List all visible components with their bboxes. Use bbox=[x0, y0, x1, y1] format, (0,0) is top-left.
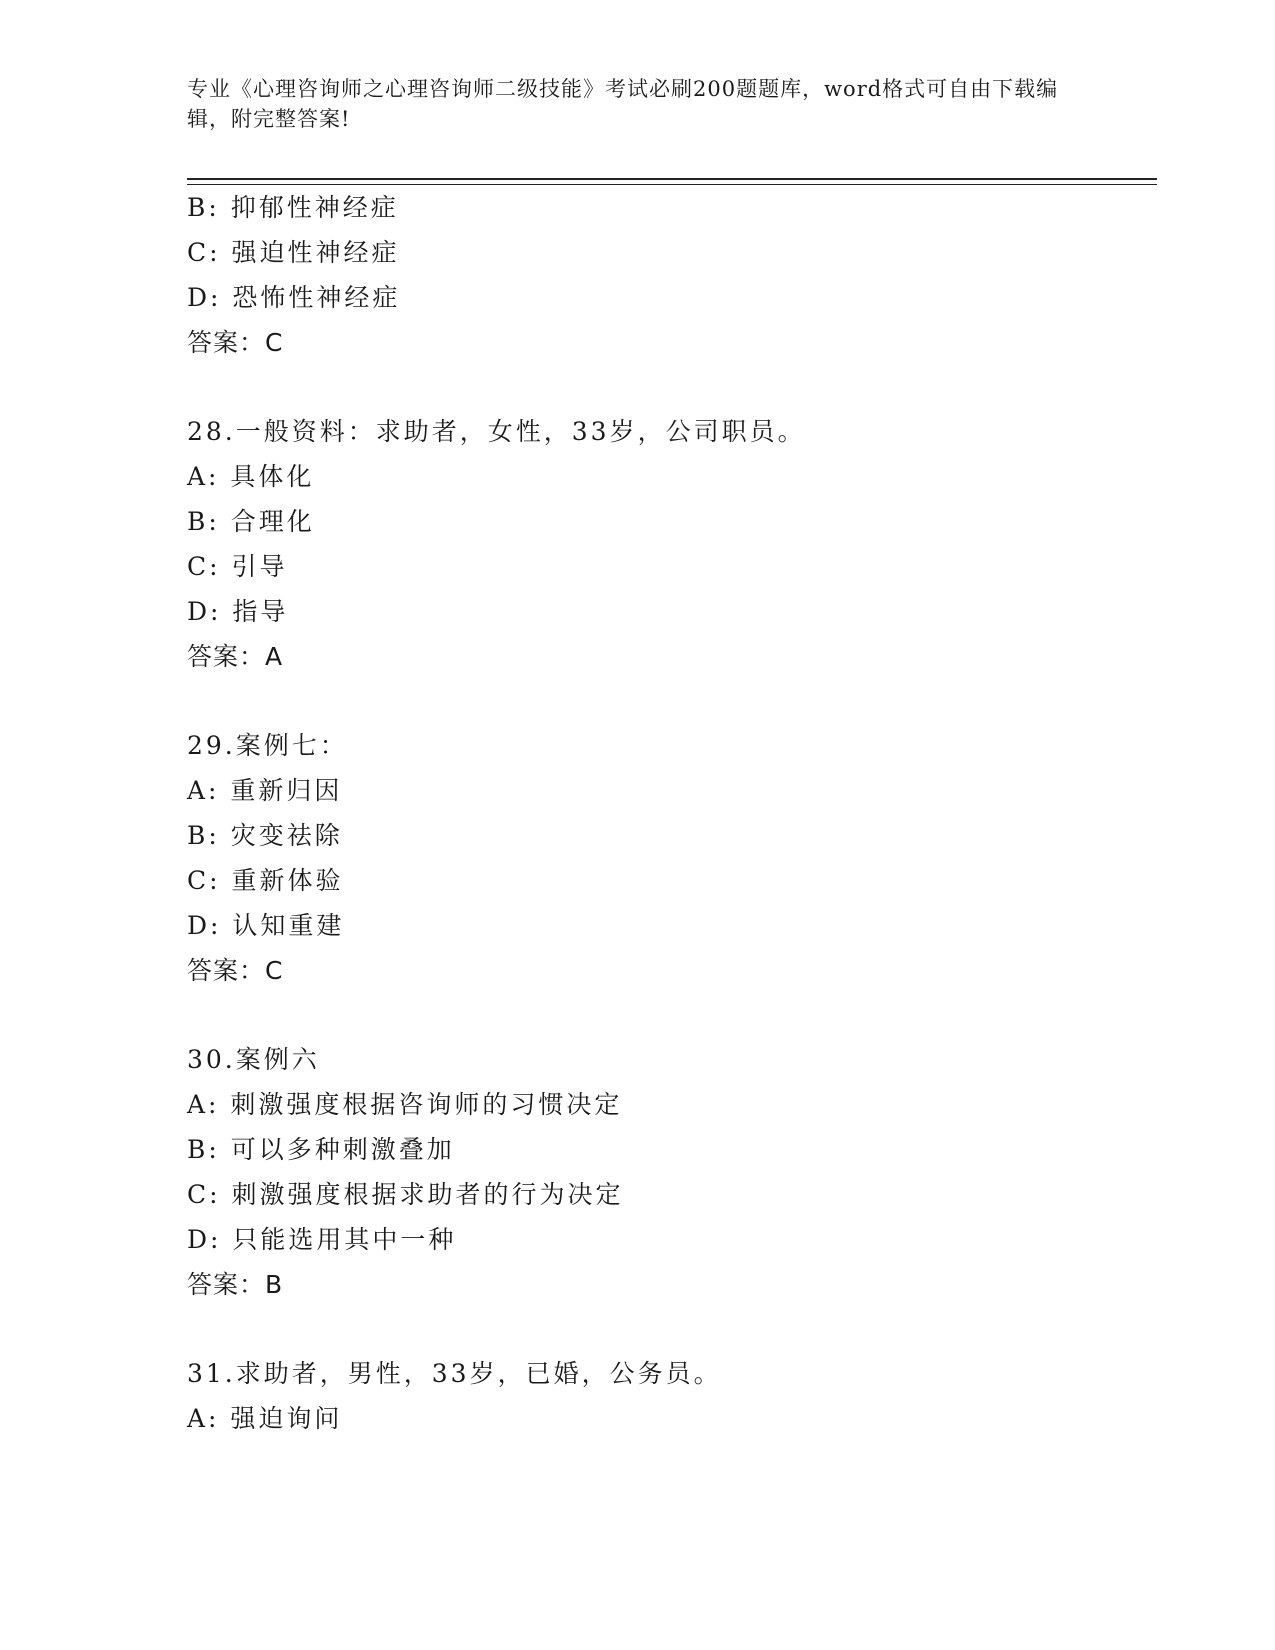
q28-option-c: C: 引导 bbox=[187, 552, 288, 581]
header-rule-thick bbox=[187, 178, 1157, 180]
q31-option-a: A: 强迫询问 bbox=[187, 1404, 343, 1433]
q31-stem: 31.求助者，男性，33岁，已婚，公务员。 bbox=[187, 1359, 722, 1388]
q28-option-b: B: 合理化 bbox=[187, 507, 315, 536]
q29-option-b: B: 灾变祛除 bbox=[187, 821, 343, 850]
q29-answer: 答案：C bbox=[187, 956, 284, 985]
q27-option-b: B: 抑郁性神经症 bbox=[187, 193, 399, 222]
q29-option-a: A: 重新归因 bbox=[187, 776, 343, 805]
q30-answer: 答案：B bbox=[187, 1270, 284, 1299]
q30-option-d: D: 只能选用其中一种 bbox=[187, 1225, 457, 1254]
q29-stem: 29.案例七： bbox=[187, 731, 348, 760]
q27-option-c: C: 强迫性神经症 bbox=[187, 238, 400, 267]
document-header: 专业《心理咨询师之心理咨询师二级技能》考试必刷200题题库，word格式可自由下载编辑，附完整答案! bbox=[187, 77, 1059, 131]
q28-option-a: A: 具体化 bbox=[187, 462, 315, 491]
q30-option-b: B: 可以多种刺激叠加 bbox=[187, 1135, 455, 1164]
q30-option-a: A: 刺激强度根据咨询师的习惯决定 bbox=[187, 1090, 623, 1119]
header-rule-thin bbox=[187, 184, 1157, 185]
q29-option-d: D: 认知重建 bbox=[187, 911, 345, 940]
q30-option-c: C: 刺激强度根据求助者的行为决定 bbox=[187, 1180, 624, 1209]
q28-answer: 答案：A bbox=[187, 642, 284, 671]
q29-option-c: C: 重新体验 bbox=[187, 866, 344, 895]
q27-option-d: D: 恐怖性神经症 bbox=[187, 283, 401, 312]
q30-stem: 30.案例六 bbox=[187, 1045, 320, 1074]
q28-option-d: D: 指导 bbox=[187, 597, 289, 626]
q28-stem: 28.一般资料：求助者，女性，33岁，公司职员。 bbox=[187, 417, 806, 446]
q27-answer: 答案：C bbox=[187, 328, 284, 357]
